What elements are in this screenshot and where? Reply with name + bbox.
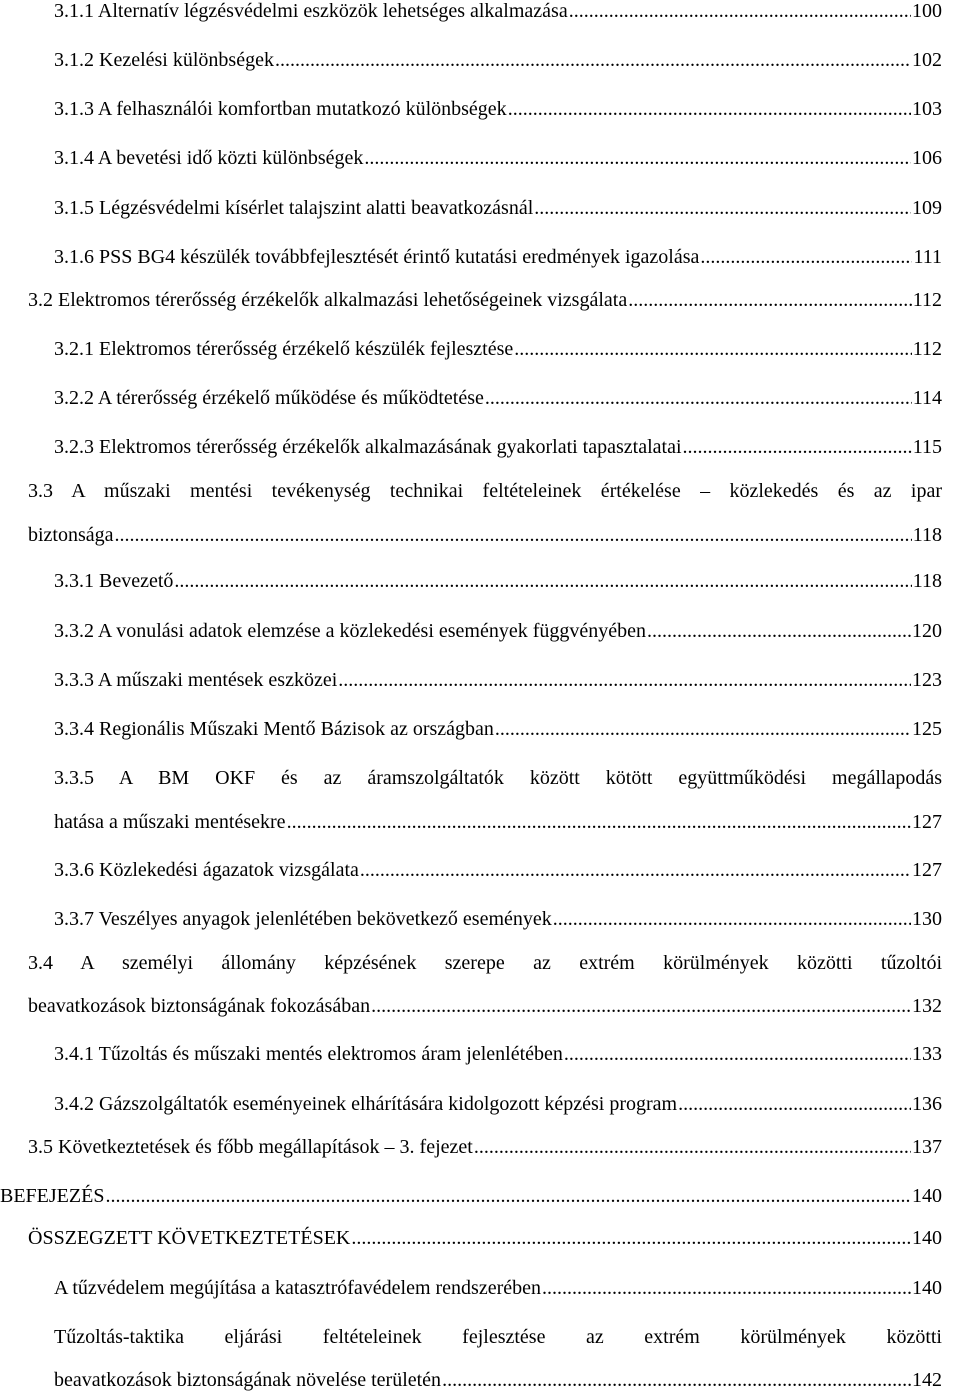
toc-entry-page: 125 (912, 718, 942, 740)
toc-entry[interactable] (54, 716, 942, 742)
toc-entry-page: 102 (912, 49, 942, 71)
toc-entry-page: 142 (912, 1369, 942, 1391)
toc-entry-title: BEFEJEZÉS (0, 1185, 105, 1207)
toc-entry[interactable] (54, 857, 942, 883)
toc-entry-title: 3.2.1 Elektromos térerősség érzékelő készülék fejlesztése (54, 338, 514, 360)
dot-leader (700, 244, 912, 270)
toc-entry[interactable] (54, 618, 942, 644)
dot-leader (564, 1041, 911, 1067)
toc-entry[interactable] (54, 1041, 942, 1067)
toc-entry-title-line1: 3.3.5 A BM OKF és az áramszolgáltatók között kötött együttműködési megállapodás (54, 767, 942, 789)
dot-leader (508, 96, 911, 122)
dot-leader (371, 993, 911, 1019)
toc-entry-page: 136 (912, 1093, 942, 1115)
toc-entry-page: 112 (912, 338, 942, 360)
toc-entry-title: 3.1.2 Kezelési különbségek (54, 49, 274, 71)
toc-entry[interactable] (54, 385, 942, 411)
dot-leader (364, 145, 911, 171)
toc-entry-page: 106 (912, 147, 942, 169)
toc-entry-title: 3.3.2 A vonulási adatok elemzése a közlekedési események függvényében (54, 620, 647, 642)
dot-leader (647, 618, 911, 644)
dot-leader (534, 195, 911, 221)
toc-entry-title: 3.4.2 Gázszolgáltatók eseményeinek elhárítására kidolgozott képzési program (54, 1093, 678, 1115)
toc-entry-title: 3.3.4 Regionális Műszaki Mentő Bázisok az országban (54, 718, 494, 740)
toc-entry[interactable] (54, 145, 942, 171)
toc-entry[interactable] (54, 244, 942, 270)
toc-entry-page: 111 (913, 246, 942, 268)
toc-entry-page: 130 (912, 908, 942, 930)
toc-entry-title-line1: 3.4 A személyi állomány képzésének szerepe az extrém körülmények közötti tűzoltói (28, 952, 942, 974)
toc-entry-title: 3.1.6 PSS BG4 készülék továbbfejlesztését érintő kutatási eredmények igazolása (54, 246, 700, 268)
toc-entry[interactable] (54, 336, 942, 362)
toc-entry-page: 118 (912, 570, 942, 592)
toc-entry[interactable] (28, 287, 942, 313)
toc-entry-title: 3.1.1 Alternatív légzésvédelmi eszközök lehetséges alkalmazása (54, 0, 568, 22)
toc-entry-title: 3.2 Elektromos térerősség érzékelők alkalmazási lehetőségeinek vizsgálata (28, 289, 628, 311)
dot-leader (514, 336, 911, 362)
toc-entry-page: 103 (912, 98, 942, 120)
toc-entry[interactable] (0, 1183, 942, 1209)
toc-entry-title: 3.2.2 A térerősség érzékelő működése és működtetése (54, 387, 484, 409)
toc-entry-title-line2: hatása a műszaki mentésekre (54, 811, 286, 833)
toc-entry-title: 3.3.3 A műszaki mentések eszközei (54, 669, 338, 691)
toc-entry[interactable] (54, 195, 942, 221)
dot-leader (485, 385, 912, 411)
toc-entry-page: 140 (912, 1277, 942, 1299)
toc-entry-title-line2: beavatkozások biztonságának fokozásában (28, 995, 371, 1017)
dot-leader (338, 667, 911, 693)
toc-entry-continuation[interactable] (54, 1367, 942, 1393)
toc-entry-page: 100 (912, 0, 942, 22)
toc-entry-continuation[interactable] (54, 809, 942, 835)
toc-entry-page: 127 (912, 811, 942, 833)
toc-entry-page: 109 (912, 197, 942, 219)
toc-entry-page: 137 (912, 1136, 942, 1158)
dot-leader (569, 0, 911, 24)
dot-leader (105, 1183, 911, 1209)
toc-entry-page: 115 (912, 436, 942, 458)
dot-leader (683, 434, 912, 460)
toc-entry-title-line2: beavatkozások biztonságának növelése területén (54, 1369, 442, 1391)
toc-entry[interactable] (54, 0, 942, 24)
toc-entry[interactable] (54, 434, 942, 460)
toc-entry[interactable] (54, 96, 942, 122)
toc-entry[interactable] (54, 667, 942, 693)
toc-entry[interactable] (54, 568, 942, 594)
dot-leader (442, 1367, 911, 1393)
toc-entry[interactable] (54, 906, 942, 932)
toc-entry-title: 3.3.1 Bevezető (54, 570, 174, 592)
toc-entry-page: 132 (912, 995, 942, 1017)
toc-entry-page: 112 (912, 289, 942, 311)
toc-entry-title: 3.3.6 Közlekedési ágazatok vizsgálata (54, 859, 359, 881)
dot-leader (360, 857, 911, 883)
dot-leader (275, 47, 911, 73)
toc-entry-continuation[interactable] (28, 522, 942, 548)
toc-entry[interactable] (54, 47, 942, 73)
toc-entry[interactable] (28, 1225, 942, 1251)
dot-leader (553, 906, 911, 932)
toc-entry-page: 123 (912, 669, 942, 691)
toc-entry-title: 3.1.5 Légzésvédelmi kísérlet talajszint alatti beavatkozásnál (54, 197, 534, 219)
toc-entry[interactable] (28, 478, 942, 504)
toc-entry-title: A tűzvédelem megújítása a katasztrófavédelem rendszerében (54, 1277, 541, 1299)
toc-entry-title-line2: biztonsága (28, 524, 114, 546)
dot-leader (474, 1134, 911, 1160)
toc-entry-title: ÖSSZEGZETT KÖVETKEZTETÉSEK (28, 1227, 351, 1249)
dot-leader (174, 568, 911, 594)
toc-entry-title: 3.4.1 Tűzoltás és műszaki mentés elektromos áram jelenlétében (54, 1043, 563, 1065)
toc-entry-page: 114 (912, 387, 942, 409)
toc-entry-title: 3.3.7 Veszélyes anyagok jelenlétében bekövetkező események (54, 908, 552, 930)
dot-leader (542, 1275, 911, 1301)
toc-entry[interactable] (54, 1091, 942, 1117)
toc-entry-continuation[interactable] (28, 993, 942, 1019)
toc-entry[interactable] (54, 1275, 942, 1301)
toc-entry-page: 140 (912, 1227, 942, 1249)
toc-entry[interactable] (54, 765, 942, 791)
dot-leader (351, 1225, 911, 1251)
dot-leader (495, 716, 911, 742)
toc-entry[interactable] (28, 950, 942, 976)
toc-entry-page: 127 (912, 859, 942, 881)
toc-entry-title: 3.2.3 Elektromos térerősség érzékelők alkalmazásának gyakorlati tapasztalatai (54, 436, 682, 458)
toc-entry[interactable] (54, 1324, 942, 1350)
dot-leader (115, 522, 912, 548)
dot-leader (678, 1091, 911, 1117)
dot-leader (628, 287, 912, 313)
toc-entry-title-line1: 3.3 A műszaki mentési tevékenység technikai feltételeinek értékelése – közlekedés és az ipar (28, 480, 942, 502)
toc-entry-page: 133 (912, 1043, 942, 1065)
toc-entry-title: 3.1.3 A felhasználói komfortban mutatkozó különbségek (54, 98, 507, 120)
toc-entry-page: 140 (912, 1185, 942, 1207)
toc-entry-title-line1: Tűzoltás-taktika eljárási feltételeinek fejlesztése az extrém körülmények közötti (54, 1326, 942, 1348)
toc-entry[interactable] (28, 1134, 942, 1160)
toc-entry-title: 3.1.4 A bevetési idő közti különbségek (54, 147, 364, 169)
toc-entry-title: 3.5 Következtetések és főbb megállapítások – 3. fejezet (28, 1136, 473, 1158)
dot-leader (287, 809, 911, 835)
toc-entry-page: 120 (912, 620, 942, 642)
toc-entry-page: 118 (912, 524, 942, 546)
